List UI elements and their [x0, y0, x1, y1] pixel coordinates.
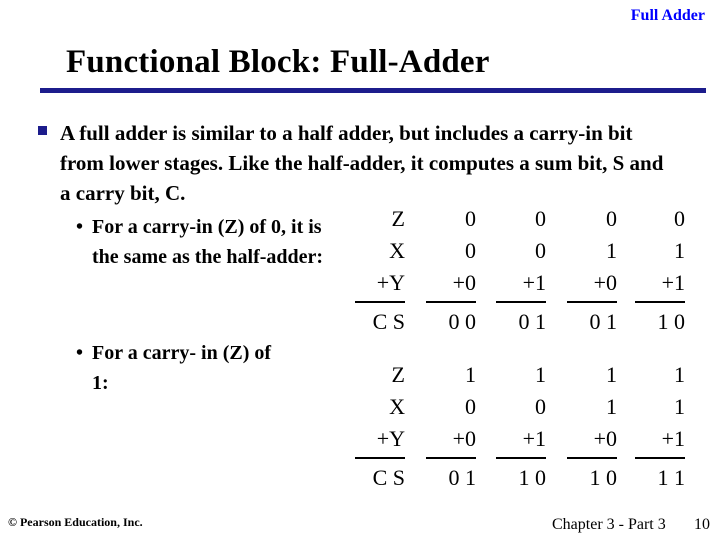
bullet-dot-icon: •	[76, 342, 84, 364]
cell-x: 1	[674, 238, 685, 263]
footer-chapter: Chapter 3 - Part 3	[552, 516, 666, 533]
row-label-x: X	[389, 238, 405, 263]
main-bullet	[30, 118, 670, 208]
cell-cs: 1 1	[657, 465, 685, 490]
cell-y: +0	[593, 270, 617, 295]
row-label-cs: C S	[372, 309, 405, 334]
cell-z: 0	[535, 206, 546, 231]
cell-z: 1	[535, 362, 546, 387]
sum-underline	[567, 457, 617, 459]
cell-z: 0	[674, 206, 685, 231]
main-bullet-text: A full adder is similar to a half adder, but includes a carry-in bit from lower stages. Like the half-adder, it computes a sum bit, S and a carry bit, C.	[60, 121, 664, 205]
sum-underline	[567, 301, 617, 303]
row-label-y: +Y	[376, 426, 405, 451]
cell-x: 0	[465, 238, 476, 263]
cell-cs: 1 0	[589, 465, 617, 490]
cell-y: +1	[522, 270, 546, 295]
row-label-y: +Y	[376, 270, 405, 295]
sum-underline	[496, 457, 546, 459]
sub-bullet-carry-1	[76, 338, 276, 398]
cell-y: +1	[522, 426, 546, 451]
cell-cs: 0 1	[518, 309, 546, 334]
cell-cs: 0 0	[448, 309, 476, 334]
sum-underline	[635, 457, 685, 459]
cell-y: +1	[661, 426, 685, 451]
cell-x: 1	[674, 394, 685, 419]
sum-underline	[426, 457, 476, 459]
cell-x: 0	[535, 238, 546, 263]
sum-underline	[635, 301, 685, 303]
cell-y: +0	[452, 270, 476, 295]
sum-underline	[496, 301, 546, 303]
row-label-z: Z	[391, 206, 405, 231]
cell-z: 1	[674, 362, 685, 387]
cell-cs: 0 1	[448, 465, 476, 490]
title-rule	[40, 88, 706, 93]
footer-copyright: © Pearson Education, Inc.	[8, 515, 143, 529]
cell-y: +0	[452, 426, 476, 451]
cell-x: 0	[535, 394, 546, 419]
cell-x: 1	[606, 238, 617, 263]
bullet-dot-icon: •	[76, 216, 84, 238]
cell-x: 1	[606, 394, 617, 419]
row-label-cs: C S	[372, 465, 405, 490]
row-label-x: X	[389, 394, 405, 419]
cell-x: 0	[465, 394, 476, 419]
sum-underline	[355, 301, 405, 303]
cell-z: 1	[465, 362, 476, 387]
square-bullet-icon	[38, 126, 47, 135]
sub-bullet-text: For a carry-in (Z) of 0, it is the same as the half-adder:	[92, 216, 324, 268]
sub-bullet-carry-0	[76, 212, 346, 272]
cell-z: 1	[606, 362, 617, 387]
cell-cs: 1 0	[657, 309, 685, 334]
cell-y: +0	[593, 426, 617, 451]
cell-z: 0	[465, 206, 476, 231]
sub-bullet-text: For a carry- in (Z) of 1:	[92, 342, 272, 394]
cell-cs: 1 0	[518, 465, 546, 490]
row-label-z: Z	[391, 362, 405, 387]
cell-cs: 0 1	[589, 309, 617, 334]
cell-z: 0	[606, 206, 617, 231]
sum-underline	[355, 457, 405, 459]
page-number: 10	[694, 516, 710, 533]
corner-title: Full Adder	[630, 7, 705, 24]
cell-y: +1	[661, 270, 685, 295]
slide-title: Functional Block: Full-Adder	[66, 44, 490, 80]
sum-underline	[426, 301, 476, 303]
